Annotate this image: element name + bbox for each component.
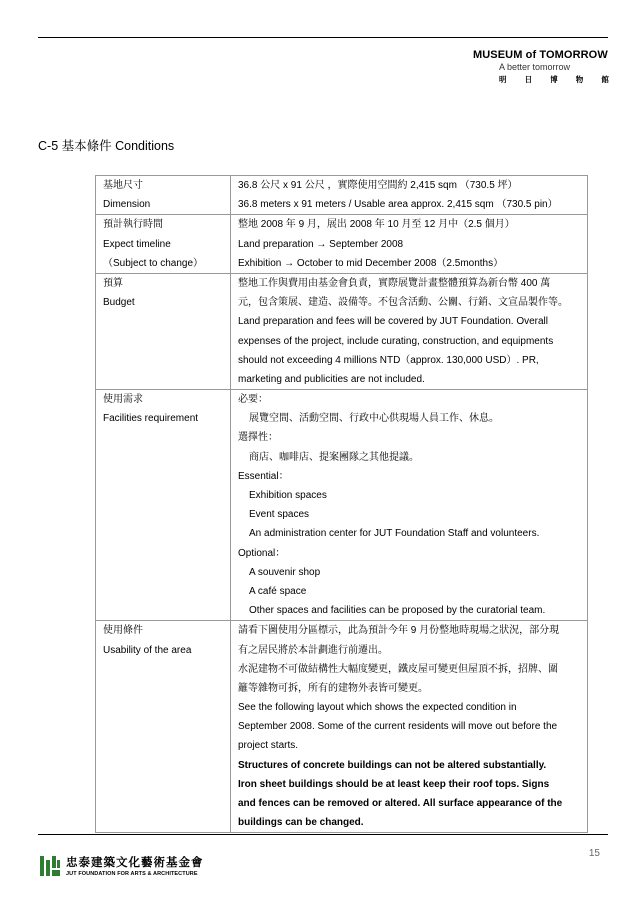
value-line: A café space	[249, 585, 307, 597]
row-value	[231, 215, 588, 274]
label-line: Facilities requirement	[103, 413, 199, 425]
value-line: 有之居民將於本計劃進行前遷出。	[238, 644, 388, 656]
label-line: 預計執行時間	[103, 219, 163, 231]
value-line: 商店、咖啡店、提案團隊之其他提議。	[249, 451, 419, 463]
value-line: 整地工作與費用由基金會負責，實際展覽計畫整體預算為新台幣 400 萬	[238, 277, 551, 289]
value-line: 選擇性：	[238, 432, 278, 444]
row-label	[96, 621, 231, 833]
label-line: Budget	[103, 297, 135, 309]
value-line: marketing and publicities are not included.	[238, 373, 425, 385]
table-row	[96, 621, 588, 833]
page-number: 15	[588, 848, 600, 859]
label-line: Expect timeline	[103, 238, 171, 250]
value-line: 水泥建物不可做結構性大幅度變更，鐵皮屋可變更但屋頂不拆，招牌、圍	[238, 663, 558, 675]
row-value	[231, 176, 588, 215]
value-line: Land preparation and fees will be covered by JUT Foundation. Overall	[238, 316, 548, 328]
row-label	[96, 176, 231, 215]
value-line: 必要：	[238, 394, 268, 406]
value-line: should not exceeding 4 millions NTD（approx. 130,000 USD）. PR,	[238, 354, 539, 366]
table-row	[96, 215, 588, 274]
row-label	[96, 273, 231, 389]
label-line: （Subject to change）	[103, 257, 204, 269]
label-line: Usability of the area	[103, 644, 192, 656]
value-line: Exhibition → October to mid December 2008（2.5months）	[238, 257, 504, 269]
table-row	[96, 390, 588, 621]
value-line: Structures of concrete buildings can not be altered substantially.	[238, 759, 547, 771]
value-line: 展覽空間、活動空間、行政中心供現場人員工作、休息。	[249, 413, 499, 425]
value-line: project starts.	[238, 740, 299, 752]
value-line: 元，包含策展、建造、設備等。不包含活動、公關、行銷、文宣品製作等。	[238, 297, 568, 309]
brand-tagline: A better tomorrow	[499, 62, 571, 72]
value-line: Land preparation → September 2008	[238, 238, 404, 250]
value-line: Event spaces	[249, 509, 310, 521]
label-line: 基地尺寸	[103, 180, 143, 191]
table-row	[96, 176, 588, 215]
value-line: See the following layout which shows the expected condition in	[238, 702, 517, 714]
conditions-table	[95, 175, 588, 833]
row-label	[96, 390, 231, 621]
row-value	[231, 621, 588, 833]
value-line: 請看下圖使用分區標示，此為預計今年 9 月份整地時現場之狀況，部分現	[238, 625, 560, 637]
value-line: Essential：	[238, 470, 289, 482]
value-line: Optional：	[238, 547, 286, 559]
value-line: buildings can be changed.	[238, 817, 364, 829]
header-divider	[38, 37, 608, 38]
value-line: and fences can be removed or altered. All surface appearance of the	[238, 798, 563, 809]
museum-brand	[473, 49, 617, 85]
table-row	[96, 273, 588, 389]
value-line: 36.8 meters x 91 meters / Usable area approx. 2,415 sqm （730.5 pin）	[238, 199, 558, 211]
value-line: 籬等雜物可拆，所有的建物外表皆可變更。	[238, 682, 428, 694]
label-line: 預算	[103, 277, 123, 289]
value-line: Exhibition spaces	[249, 490, 327, 501]
value-line: A souvenir shop	[249, 566, 321, 578]
brand-chinese-name: 明 日 博 物 館	[499, 75, 617, 84]
brand-name: MUSEUM of TOMORROW	[473, 49, 608, 61]
value-line: September 2008. Some of the current residents will move out before the	[238, 721, 558, 733]
value-line: An administration center for JUT Foundation Staff and volunteers.	[249, 528, 540, 540]
row-value	[231, 273, 588, 389]
label-line: 使用條件	[103, 625, 143, 637]
row-value	[231, 390, 588, 621]
foundation-name-en: JUT FOUNDATION FOR ARTS & ARCHITECTURE	[66, 871, 198, 877]
jut-logo-icon	[40, 856, 60, 876]
section-title: C-5 基本條件 Conditions	[38, 139, 175, 153]
foundation-name-cn: 忠泰建築文化藝術基金會	[66, 857, 204, 869]
value-line: expenses of the project, include curating, construction, and equipments	[238, 335, 554, 347]
footer-divider	[38, 834, 608, 835]
row-label	[96, 215, 231, 274]
value-line: Iron sheet buildings should be at least keep their roof tops. Signs	[238, 778, 550, 790]
value-line: 整地 2008 年 9 月，展出 2008 年 10 月至 12 月中（2.5 個月）	[238, 219, 515, 231]
label-line: 使用需求	[103, 394, 143, 406]
value-line: 36.8 公尺 x 91 公尺 ，實際使用空間約 2,415 sqm （730.5 坪）	[238, 180, 518, 191]
label-line: Dimension	[103, 199, 151, 211]
value-line: Other spaces and facilities can be proposed by the curatorial team.	[249, 605, 546, 617]
foundation-logo	[40, 854, 204, 877]
